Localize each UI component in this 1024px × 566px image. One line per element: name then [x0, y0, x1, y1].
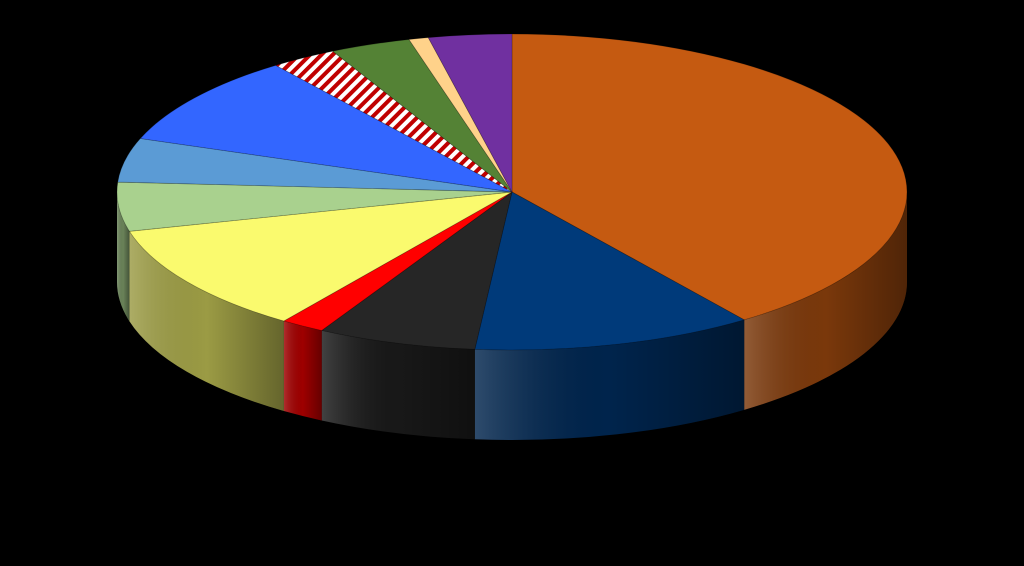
pie-slice-side-shade-3	[284, 321, 322, 420]
pie-tops	[117, 34, 907, 350]
